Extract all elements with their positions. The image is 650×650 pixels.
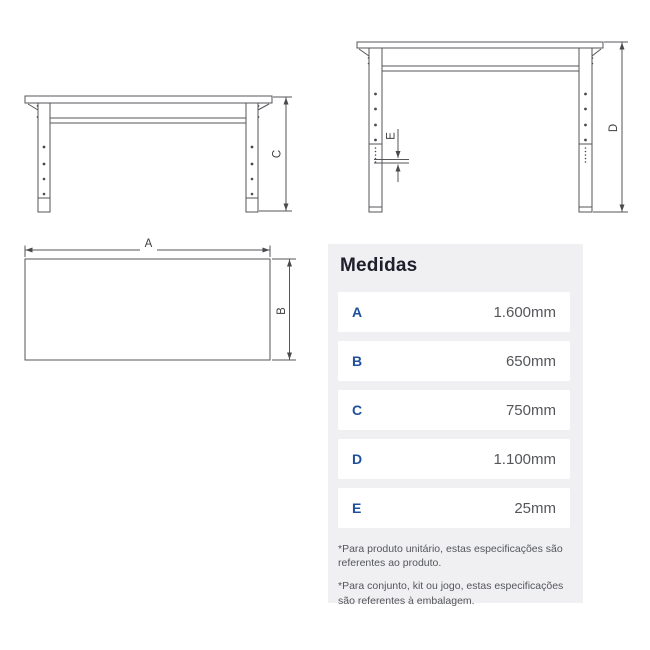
dimension-b	[272, 259, 296, 360]
footnote-kit-packaging: *Para conjunto, kit ou jogo, estas especificações são referentes à embalagem.	[338, 580, 564, 607]
panel-title: Medidas	[340, 255, 418, 276]
measurement-label: B	[352, 353, 363, 369]
dimension-d-label: D	[608, 123, 620, 133]
left-leg	[369, 48, 382, 212]
measurement-label: A	[352, 304, 363, 320]
dimension-a	[25, 238, 270, 257]
right-leg	[579, 48, 592, 212]
measurement-value: 25mm	[514, 499, 556, 517]
measurement-value: 650mm	[505, 352, 556, 370]
footnotes	[338, 542, 570, 608]
dimension-a-label: A	[144, 238, 153, 250]
measurement-label: D	[352, 451, 363, 467]
stretcher-bar	[382, 66, 579, 71]
workbench-top-view	[25, 238, 296, 360]
workbench-front-view	[25, 96, 292, 212]
measurement-row-e	[338, 488, 570, 528]
measurement-value: 1.600mm	[493, 303, 556, 321]
measurements-panel	[328, 244, 583, 607]
footnote-unit-product: *Para produto unitário, estas especificações são referentes ao produto.	[338, 543, 563, 570]
dimension-c-label: C	[271, 149, 284, 159]
tabletop	[357, 42, 603, 48]
dimension-c	[259, 97, 292, 211]
measurement-label: C	[352, 402, 363, 418]
measurement-label: E	[352, 500, 362, 516]
tabletop	[25, 96, 272, 103]
measurement-row-b	[338, 341, 570, 381]
measurement-value: 1.100mm	[493, 450, 556, 468]
measurement-rows	[338, 292, 570, 528]
right-leg	[246, 103, 258, 212]
measurement-row-a	[338, 292, 570, 332]
dimension-d	[593, 42, 628, 212]
tabletop-outline	[25, 259, 270, 360]
stretcher-bar	[50, 118, 246, 123]
workbench-extended-view	[357, 42, 628, 212]
measurement-value: 750mm	[505, 401, 556, 419]
measurement-row-d	[338, 439, 570, 479]
dimension-b-label: B	[276, 307, 288, 315]
left-leg	[38, 103, 50, 212]
dimension-e-label: E	[385, 132, 398, 140]
measurement-row-c	[338, 390, 570, 430]
